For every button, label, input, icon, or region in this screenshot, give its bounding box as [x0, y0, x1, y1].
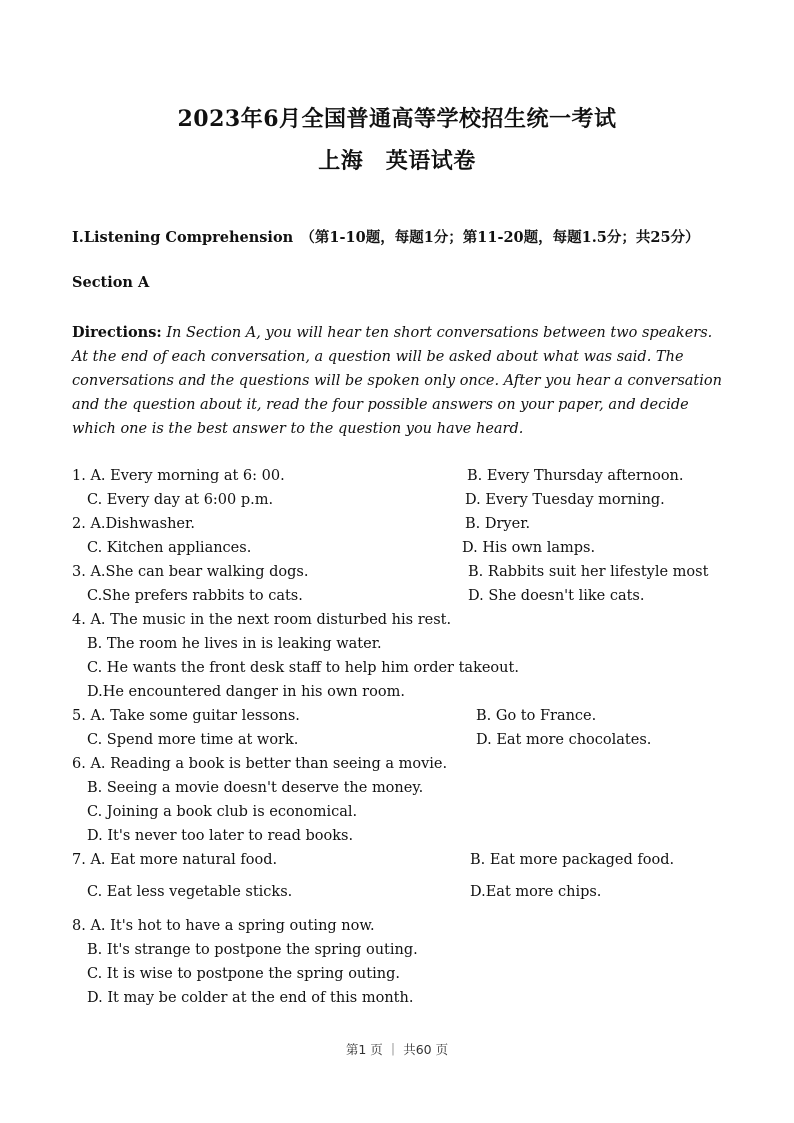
q5-option-c: C. Spend more time at work. [87, 732, 299, 748]
q1-option-a: 1. A. Every morning at 6: 00. [72, 468, 285, 484]
q1-option-c: C. Every day at 6:00 p.m. [87, 492, 274, 508]
q7-option-d: D.Eat more chips. [470, 884, 602, 900]
q5-option-b: B. Go to France. [476, 708, 597, 724]
part-heading: I.Listening Comprehension （第1-10题，每题1分；第11-20题，每题1.5分；共25分） [72, 229, 700, 246]
q1-option-b: B. Every Thursday afternoon. [467, 468, 684, 484]
q1-option-d: D. Every Tuesday morning. [465, 492, 665, 508]
directions-paragraph [72, 321, 722, 441]
q4-option-a: 4. A. The music in the next room disturbed his rest. [72, 612, 452, 628]
q2-option-d: D. His own lamps. [462, 540, 596, 556]
q3-option-c: C.She prefers rabbits to cats. [87, 588, 303, 604]
q6-option-a: 6. A. Reading a book is better than seeing a movie. [72, 756, 448, 772]
page-footer: 第1 页 ｜ 共60 页 [345, 1042, 449, 1057]
q5-option-a: 5. A. Take some guitar lessons. [72, 708, 300, 724]
q2-option-b: B. Dryer. [465, 516, 531, 532]
q3-option-b: B. Rabbits suit her lifestyle most [468, 564, 709, 580]
exam-title: 2023年6月全国普通高等学校招生统一考试 [177, 106, 617, 132]
q7-option-b: B. Eat more packaged food. [470, 852, 675, 868]
q8-option-a: 8. A. It's hot to have a spring outing now. [72, 918, 375, 934]
q4-option-c: C. He wants the front desk staff to help him order takeout. [87, 660, 519, 676]
q3-option-a: 3. A.She can bear walking dogs. [72, 564, 309, 580]
q5-option-d: D. Eat more chocolates. [476, 732, 652, 748]
q4-option-b: B. The room he lives in is leaking water. [87, 636, 382, 652]
q3-option-d: D. She doesn't like cats. [468, 588, 645, 604]
exam-subtitle: 上海 英语试卷 [318, 148, 476, 174]
q6-option-b: B. Seeing a movie doesn't deserve the money. [87, 780, 424, 796]
q8-option-d: D. It may be colder at the end of this month. [87, 990, 414, 1006]
q8-option-c: C. It is wise to postpone the spring outing. [87, 966, 400, 982]
q2-option-a: 2. A.Dishwasher. [72, 516, 195, 532]
q6-option-c: C. Joining a book club is economical. [87, 804, 358, 820]
q8-option-b: B. It's strange to postpone the spring outing. [87, 942, 418, 958]
q2-option-c: C. Kitchen appliances. [87, 540, 252, 556]
q6-option-d: D. It's never too later to read books. [87, 828, 354, 844]
q7-option-a: 7. A. Eat more natural food. [72, 852, 278, 868]
section-heading: Section A [72, 274, 150, 291]
directions-text: In Section A, you will hear ten short conversations between two speakers. At the end of each conversation, a question will be asked about what was said. The conversations and the questions will be spoken only once. After you hear a conversation and the question about it, read the four possible answers on your paper, and decide which one is the best answer to the question you have heard. [72, 325, 722, 437]
directions-label: Directions: [72, 324, 162, 341]
q7-option-c: C. Eat less vegetable sticks. [87, 884, 293, 900]
q4-option-d: D.He encountered danger in his own room. [87, 684, 405, 700]
